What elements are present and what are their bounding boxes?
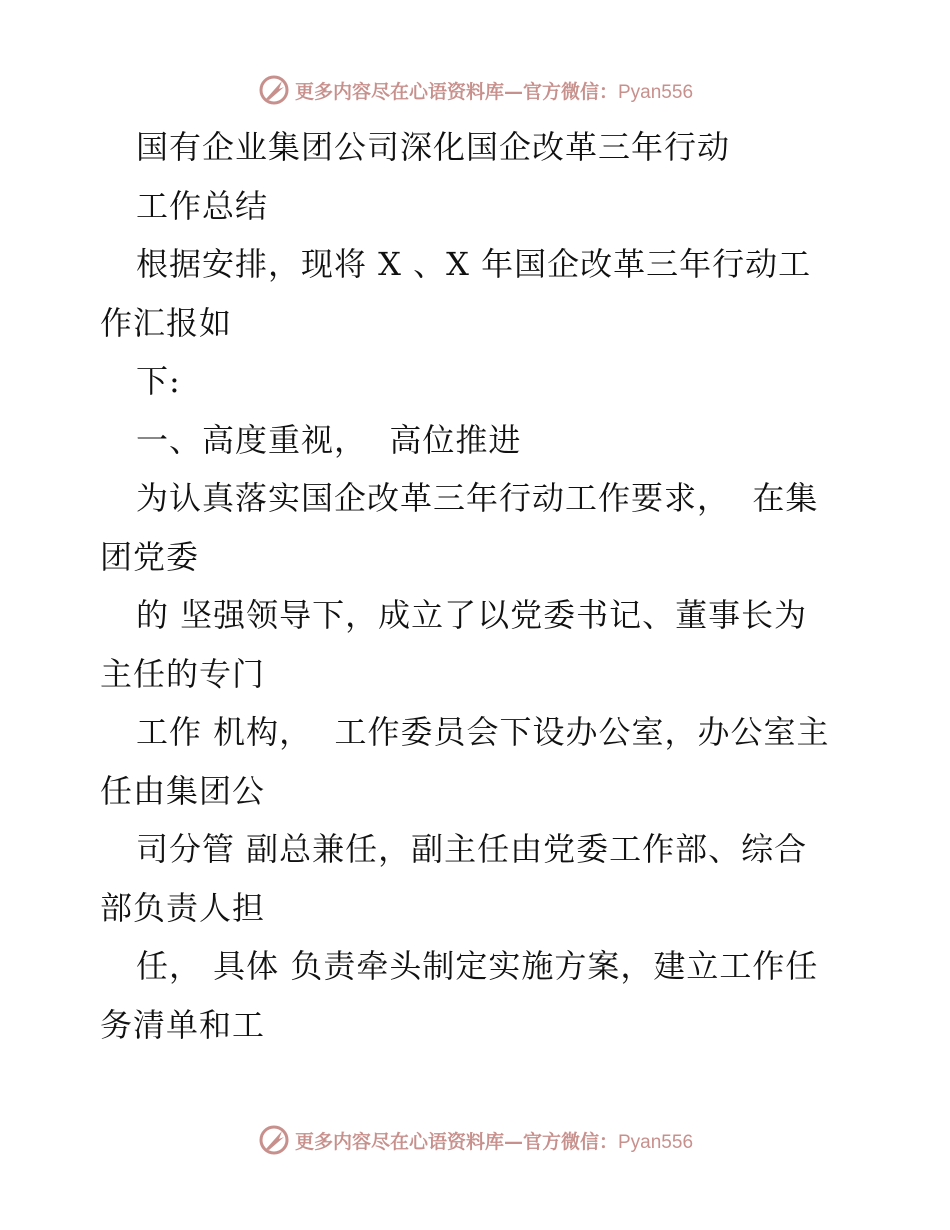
- wechat-id: Pyan556: [618, 81, 694, 103]
- document-line: 作汇报如: [100, 303, 233, 342]
- document-line: 的 坚强领导下，成立了以党委书记、董事长为: [136, 596, 808, 634]
- wechat-id: Pyan556: [618, 1131, 694, 1153]
- document-line: 为认真落实国企改革三年行动工作要求， 在集: [136, 479, 819, 517]
- document-line: 工作总结: [136, 186, 269, 225]
- footer-watermark: [0, 1120, 950, 1160]
- document-line: 根据安排，现将 X 、X 年国企改革三年行动工: [136, 245, 812, 283]
- document-line: 司分管 副总兼任，副主任由党委工作部、综合: [136, 830, 808, 868]
- document-line: 务清单和工: [100, 1005, 266, 1044]
- document-line: 下:: [136, 362, 181, 400]
- document-line: 一、高度重视， 高位推进: [136, 420, 522, 459]
- quill-logo-icon: [257, 1123, 291, 1157]
- quill-logo-icon: [257, 73, 291, 107]
- document-line: 部负责人担: [100, 888, 266, 927]
- watermark-text: 更多内容尽在心语资料库—官方微信：Pyan556: [294, 1130, 694, 1153]
- document-line: 任， 具体 负责牵头制定实施方案，建立工作任: [136, 947, 819, 985]
- document-line: 工作 机构， 工作委员会下设办公室，办公室主: [136, 713, 830, 751]
- document-line: 任由集团公: [100, 771, 266, 810]
- document-line: 主任的专门: [100, 654, 266, 693]
- header-watermark: [0, 70, 950, 110]
- document-body: [100, 118, 880, 1054]
- document-line: 团党委: [100, 537, 200, 576]
- document-line: 国有企业集团公司深化国企改革三年行动: [136, 128, 731, 166]
- watermark-text: 更多内容尽在心语资料库—官方微信：Pyan556: [294, 80, 694, 103]
